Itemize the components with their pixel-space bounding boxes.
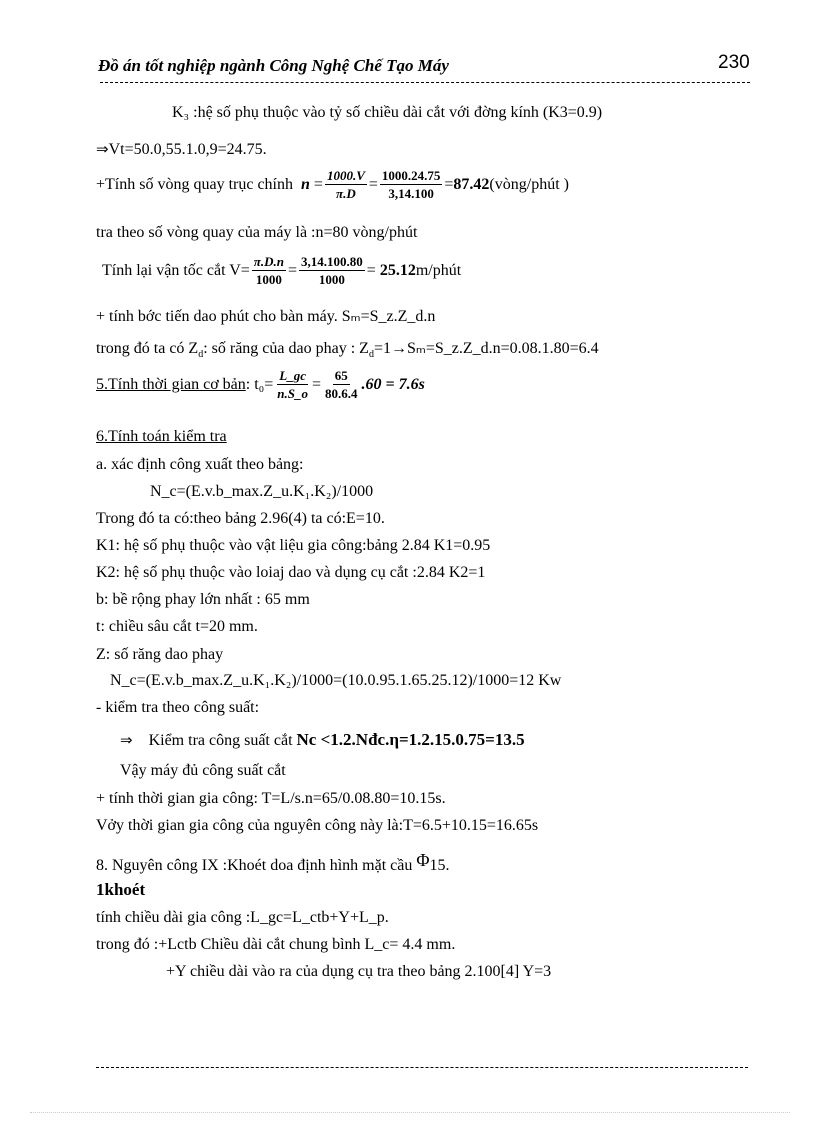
fraction-numerator: L_gc [279,368,306,383]
line-y: +Y chiều dài vào ra của dụng cụ tra theo bảng 2.100[4] Y=3 [166,963,552,980]
line-power-check [120,730,525,750]
line-b: b: bề rộng phay lớn nhất : 65 mm [96,591,310,608]
subsection-title: 1khoét [96,880,146,899]
line-table-e: Trong đó ta có:theo bảng 2.96(4) ta có:E=10. [96,510,385,527]
section-6-title [96,428,227,446]
line-power-calc: N_c=(E.v.b_max.Z_u.K₁.K₂)/1000=(10.0.95.1.65.25.12)/1000=12 Kw [110,672,562,689]
line-machine-speed: tra theo số vòng quay của máy là :n=80 vòng/phút [96,224,418,241]
unit-m-per-min: m/phút [415,261,462,279]
section-6-title-text: 6.Tính toán kiểm tra [96,428,227,445]
line-teeth: trong đó ta có $Z_d$: số răng của dao phay : $Z_d=1\to S_m=S\_z.Z\_d.n=0.08.1.80=6.4$ [96,340,599,361]
line-power-formula: N_c=(E.v.b_max.Z_u.K₁.K₂)/1000 [150,483,374,500]
line-feed: + tính bớc tiến dao phút cho bàn máy. Sₘ=S_z.Z_d.n [96,308,436,325]
line-enough-power: Vậy máy đủ công suất cắt [120,762,286,779]
line-total-time: Vởy thời gian gia công của nguyên công này là:T=6.5+10.15=16.65s [96,817,539,834]
fraction-numerator: 1000.V [326,168,365,183]
var-n: n [301,175,310,193]
implies-icon: ⇒ [120,733,133,749]
teeth-text: : số răng của dao phay : Z [203,340,369,357]
fraction-numerator: 3,14.100.80 [301,254,363,269]
phi-icon: Φ [416,850,430,870]
line-t: t: chiều sâu cắt t=20 mm. [96,618,258,635]
fraction-formula [275,368,310,401]
line-k2: K2: hệ số phụ thuộc vào loiaj dao và dụng cụ cắt :2.84 K2=1 [96,564,486,581]
line-vt-text: Vt=50.0,55.1.0,9=24.75. [108,141,267,158]
teeth-label: trong đó ta có Z [96,340,199,357]
line-z: Z: số răng dao phay [96,646,224,663]
footer-rule [96,1067,748,1068]
page-number: 230 [718,52,750,73]
line-operation-ix [96,850,450,875]
header-title: Đồ án tốt nghiệp ngành Công Nghệ Chế Tạo Máy [98,56,449,75]
feed-result: Sₘ=S_z.Z_d.n=0.08.1.80=6.4 [406,340,599,357]
fraction-denominator: 1000 [318,272,345,287]
operation-ix-diameter: 15. [429,857,450,874]
line-check-power: - kiểm tra theo công suất: [96,699,260,716]
teeth-value: =1 [373,340,391,357]
basic-time-result: .60 = 7.6s [361,375,425,393]
line-lctb: trong đó :+Lctb Chiều dài cắt chung bình L_c= 4.4 mm. [96,936,456,953]
power-check-formula: Nc <1.2.Nđc.η=1.2.15.0.75=13.5 [296,730,525,749]
fraction-values [380,168,443,201]
line-spindle-speed-label: +Tính số vòng quay trục chính [96,175,293,193]
fraction-formula [252,254,286,287]
arrow-icon: → [390,340,407,357]
cutting-velocity-result: 25.12 [379,261,416,279]
fraction-denominator: 3,14.100 [388,186,434,201]
line-power-by-table: a. xác định công xuất theo bảng: [96,456,304,473]
fraction-denominator: n.S_o [277,386,308,401]
cutting-velocity-label: Tính lại vận tốc cắt V= [102,261,250,279]
fraction-denominator: π.D [336,186,356,201]
page-bottom-border [30,1112,790,1113]
unit-rpm: (vòng/phút ) [489,175,569,193]
fraction-values [323,368,360,401]
line-vt [96,140,267,159]
line-spindle-speed: +Tính số vòng quay trục chính n = $\frac{1000.V}{\pi.D}$ = $\frac{1000.24.75}{3,14.100}$ = 87.42 (vòng/phút ) [96,168,569,201]
line-k1: K1: hệ số phụ thuộc vào vật liệu gia công:bảng 2.84 K1=0.95 [96,537,491,554]
section-5-title: 5.Tính thời gian cơ bản [96,375,246,393]
fraction-numerator: π.D.n [253,254,285,269]
line-k3: K₃ :hệ số phụ thuộc vào tỷ số chiều dài cắt với đờng kính (K3=0.9) [172,104,603,121]
operation-ix-text: 8. Nguyên công IX :Khoét doa định hình mặt cầu [96,857,413,874]
fraction-denominator: 80.6.4 [325,386,358,401]
fraction-values [299,254,365,287]
spindle-speed-result: 87.42 [453,175,490,193]
line-machining-time: + tính thời gian gia công: T=L/s.n=65/0.08.80=10.15s. [96,790,446,807]
fraction-denominator: 1000 [255,272,282,287]
fraction-formula [325,168,367,201]
fraction-numerator: 1000.24.75 [381,168,441,183]
line-length: tính chiều dài gia công :L_gc=L_ctb+Y+L_p. [96,909,389,926]
line-basic-time: 5.Tính thời gian cơ bản : t₀= $\frac{L\_gc}{n.S\_o}$ = $\frac{65}{80.6.4}$ .60 = 7.6s [96,368,425,401]
basic-time-label: : t₀= [245,375,274,393]
header-rule [100,82,750,83]
power-check-label: Kiểm tra công suất cắt [148,732,293,749]
fraction-numerator: 65 [334,368,348,383]
line-cutting-velocity: Tính lại vận tốc cắt V= $\frac{\pi.D.n}{1000}$ = $\frac{3,14.100.80}{1000}$ = 25.12 m/phút [102,254,462,287]
implies-icon: ⇒ [96,142,109,158]
